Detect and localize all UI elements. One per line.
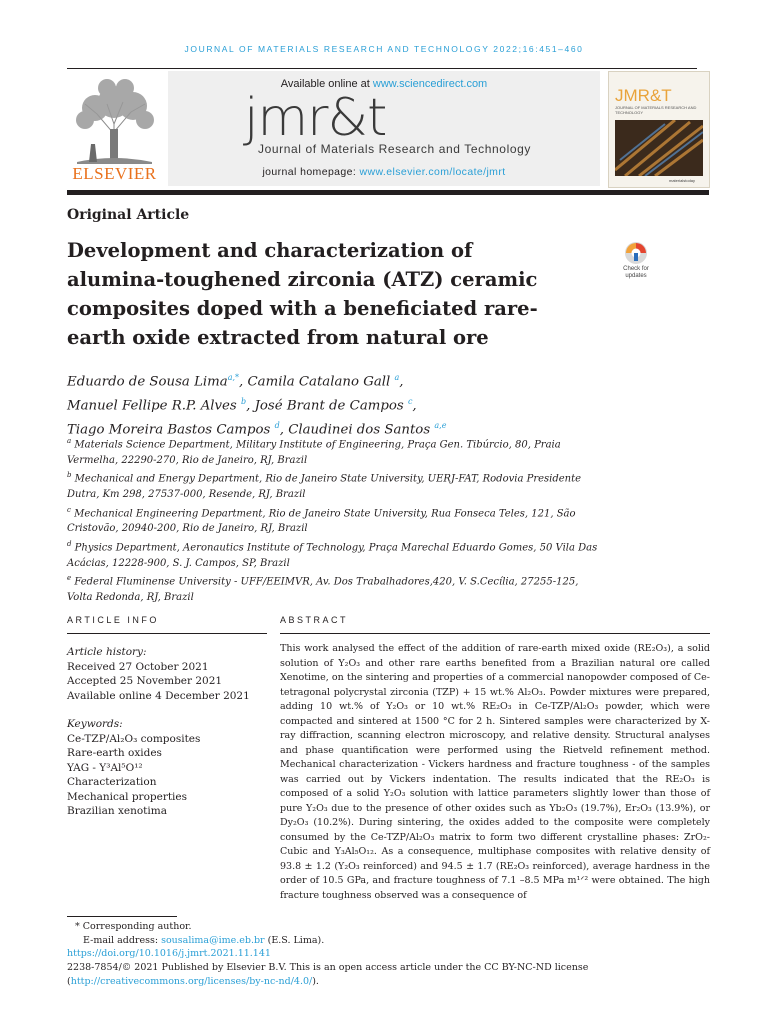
author-name: Camila Catalano Gall (247, 374, 391, 390)
email-line (83, 934, 324, 948)
cover-publisher: materialstoday (669, 178, 696, 183)
check-for-updates-line1: Check for (623, 266, 649, 272)
spacer (67, 703, 267, 717)
author-affiliation-marker[interactable]: d (274, 420, 280, 430)
email-label: E-mail address: (83, 935, 162, 946)
abstract-rule (280, 633, 710, 634)
article-type: Original Article (67, 207, 190, 223)
author-separator: , (239, 374, 248, 390)
author-separator: , (246, 398, 255, 414)
email-suffix: (E.S. Lima). (264, 935, 325, 946)
cover-title: JMR&T (615, 86, 672, 105)
author-affiliation-marker[interactable]: b (241, 396, 247, 406)
affiliation-text: Mechanical Engineering Department, Rio de Janeiro State University, Rua Fonseca Teles, 121, São Cristovão, 20940-200, Rio de Janeiro, RJ, Brazil (67, 507, 576, 535)
affiliation-marker: a (67, 437, 72, 445)
affiliation-item (67, 537, 607, 571)
abstract-text: This work analysed the effect of the addition of rare-earth mixed oxide (RE₂O₃), a solid solution of Y₂O₃ and other rare earths benefited from a Brazilian natural ore called Xenotime, on the sintering and properties of a commercial nanopowder composed of Ce-tetragonal polycrystal zirconia (TZP) + 15 wt.% Al₂O₃. Powder mixtures were prepared, adding 10 wt.% of Y₂O₃ or 10 wt.% RE₂O₃ in Ce-TZP/Al₂O₃ powder, which were compacted and sintered at 1500 °C for 2 h. Sintered samples were characterized by X-ray diffraction, scanning electron microscopy, and relative density. Structural analyses and phase quantification were performed using the Rietveld refinement method. Mechanical characterization - Vickers hardness and fracture toughness - of the samples was carried out by Vickers indentation. The results indicated that the RE₂O₃ is composed of a solid Y₂O₃ solution with lattice parameters slightly lower than those of pure Y₂O₃ due to the presence of other oxides such as Yb₂O₃ (19.7%), Er₂O₃ (13.9%), or Dy₂O₃ (10.2%). During sintering, the oxides added to the composite were completely consumed by the Ce-TZP/Al₂O₃ matrix to form two different crystalline phases: ZrO₂-Cubic and Y₃Al₅O₁₂. As a consequence, multiphase composites with relative density of 93.8 ± 1.2 (Y₂O₃ reinforced) and 94.5 ± 1.7 (RE₂O₃ reinforced), average hardness in the order of 10.5 GPa, and fracture toughness of 7.1 –8.5 MPa m¹ᐟ² were obtained. The high fracture toughness observed was a consequence of (280, 643, 710, 901)
author-affiliation-marker[interactable]: a,* (227, 373, 240, 382)
license-suffix: ). (312, 975, 319, 987)
abstract-heading: ABSTRACT (280, 615, 349, 625)
affiliation-item (67, 468, 607, 502)
author-separator: , (412, 398, 417, 414)
sciencedirect-link[interactable]: www.sciencedirect.com (372, 78, 488, 90)
affiliation-text: Materials Science Department, Military Institute of Engineering, Praça Gen. Tibúrcio, 80, Praia Vermelha, 22290-270, Rio de Janeiro, RJ, Brazil (67, 439, 561, 466)
history-item: Available online 4 December 2021 (67, 689, 250, 702)
author-separator: , (399, 374, 404, 390)
footnote-rule (67, 916, 177, 917)
affiliation-item (67, 503, 607, 537)
article-info-heading: ARTICLE INFO (67, 615, 159, 625)
affiliation-item (67, 434, 607, 468)
check-for-updates-label[interactable] (617, 266, 655, 280)
author-affiliation-marker[interactable]: a,e (434, 420, 447, 430)
history-item: Received 27 October 2021 (67, 660, 209, 673)
available-online-label: Available online at (280, 78, 373, 90)
affiliation-marker: d (67, 539, 72, 548)
history-item: Accepted 25 November 2021 (67, 675, 223, 687)
license-text: 2238-7854/© 2021 Published by Elsevier B.V. This is an open access article under the CC BY-NC-ND license ( (67, 962, 589, 987)
doi-link[interactable]: https://doi.org/10.1016/j.jmrt.2021.11.141 (67, 948, 271, 959)
journal-abbreviation: jmr&t (244, 88, 387, 148)
masthead-bottom-rule (67, 190, 709, 195)
keyword-item[interactable]: Rare-earth oxides (67, 747, 162, 759)
author-affiliation-marker[interactable]: c (407, 396, 413, 406)
journal-full-name: Journal of Materials Research and Technology (258, 142, 531, 156)
masthead-top-rule (67, 68, 697, 69)
author-name: Tiago Moreira Bastos Campos (67, 422, 271, 438)
affiliation-marker: c (67, 505, 71, 514)
elsevier-wordmark: ELSEVIER (72, 164, 157, 183)
keyword-item[interactable]: Mechanical properties (67, 790, 188, 803)
affiliation-item (67, 571, 607, 605)
affiliation-text: Physics Department, Aeronautics Institute of Technology, Praça Marechal Eduardo Gomes, 50 Vila Das Acácias, 12228-900, S. J. Campos, SP, Brazil (67, 542, 598, 569)
author-name: Manuel Fellipe R.P. Alves (67, 398, 237, 414)
keyword-item[interactable]: Characterization (67, 776, 157, 788)
homepage-link[interactable]: www.elsevier.com/locate/jmrt (359, 166, 506, 178)
journal-homepage-line (168, 166, 600, 178)
author-name: Eduardo de Sousa Lima (67, 374, 228, 390)
homepage-label: journal homepage: (262, 166, 360, 178)
cover-subtitle: JOURNAL OF MATERIALS RESEARCH AND TECHNOLOGY (615, 105, 697, 115)
email-link[interactable]: sousalima@ime.eb.br (161, 935, 265, 946)
keyword-item[interactable]: Ce-TZP/Al₂O₃ composites (67, 732, 201, 745)
article-info-rule (67, 633, 267, 634)
affiliation-text: Mechanical and Energy Department, Rio de Janeiro State University, UERJ-FAT, Rodovia Presidente Dutra, Km 298, 27537-000, Resende, RJ, Brazil (67, 473, 582, 501)
cover-image (615, 120, 703, 176)
keywords-label: Keywords: (67, 718, 123, 730)
check-for-updates-line2: updates (625, 273, 647, 279)
affiliation-text: Federal Fluminense University - UFF/EEIMVR, Av. Dos Trabalhadores,420, V. S.Cecília, 27255-125, Volta Redonda, RJ, Brazil (67, 576, 579, 604)
affiliation-list (67, 434, 607, 606)
author-list (67, 368, 587, 440)
article-info-panel (67, 645, 267, 819)
author-separator: , (279, 422, 289, 438)
article-title: Development and characterization of alumina-toughened zirconia (ATZ) ceramic composites doped with a beneficiated rare-earth oxide extracted from natural ore (67, 239, 538, 349)
journal-cover-thumbnail[interactable] (608, 71, 710, 188)
author-affiliation-marker[interactable]: a (394, 373, 400, 382)
author-name: José Brant de Campos (254, 398, 404, 414)
license-link[interactable]: http://creativecommons.org/licenses/by-nc-nd/4.0/ (70, 975, 313, 987)
journal-running-header: JOURNAL OF MATERIALS RESEARCH AND TECHNOLOGY 2022;16:451–460 (184, 44, 584, 54)
license-line (67, 961, 712, 988)
affiliation-marker: b (67, 471, 72, 480)
keyword-item[interactable]: Brazilian xenotima (67, 805, 167, 817)
corresponding-author-note: * Corresponding author. (75, 921, 192, 932)
affiliation-marker: e (67, 574, 72, 583)
author-name: Claudinei dos Santos (288, 422, 431, 438)
article-history-label: Article history: (67, 646, 147, 658)
keyword-item[interactable]: YAG - Y³Al⁵O¹² (67, 761, 143, 774)
